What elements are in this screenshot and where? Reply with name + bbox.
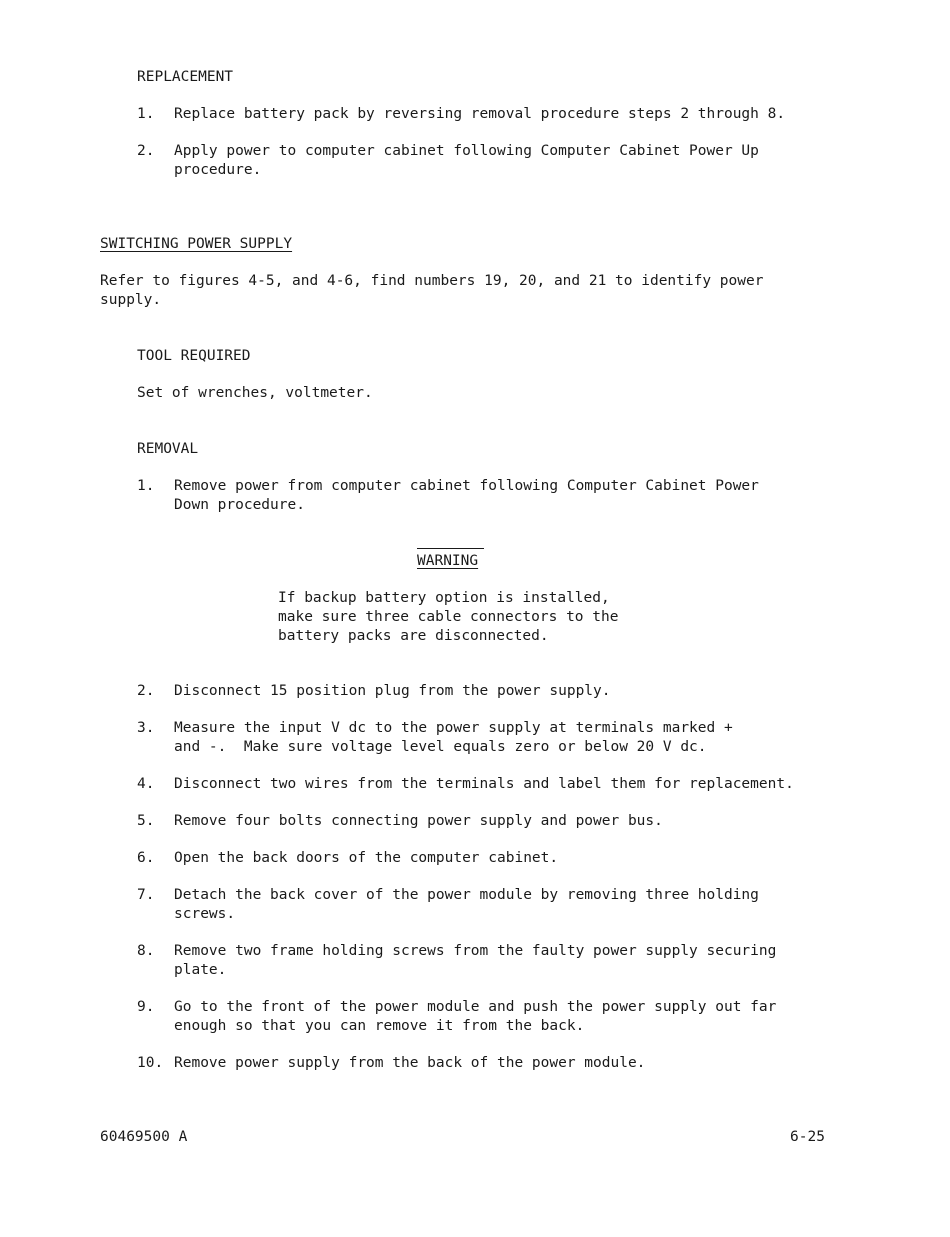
removal-step-number: 10. — [137, 1055, 164, 1071]
removal-step-text: Measure the input V dc to the power supply at terminals marked + and -. Make sure voltage level equals zero or below 20 V dc. — [174, 720, 733, 755]
tool-required-text: Set of wrenches, voltmeter. — [137, 385, 373, 401]
removal-heading: REMOVAL — [137, 441, 199, 457]
removal-step-text: Disconnect two wires from the terminals and label them for replacement. — [174, 776, 794, 792]
removal-step-number: 2. — [137, 683, 155, 699]
removal-step-text: Remove power from computer cabinet following Computer Cabinet Power Down procedure. — [174, 478, 759, 513]
removal-step-number: 5. — [137, 813, 155, 829]
removal-step-number: 4. — [137, 776, 155, 792]
removal-step-number: 6. — [137, 850, 155, 866]
warning-title: WARNING — [417, 553, 479, 569]
replacement-step-number: 1. — [137, 106, 155, 122]
document-number: 60469500 A — [100, 1129, 188, 1145]
removal-step-text: Remove power supply from the back of the power module. — [174, 1055, 646, 1071]
removal-step-text: Open the back doors of the computer cabinet. — [174, 850, 559, 866]
warning-rule — [417, 548, 484, 549]
removal-step-text: Detach the back cover of the power module by removing three holding screws. — [174, 887, 759, 922]
removal-step-number: 3. — [137, 720, 155, 736]
replacement-step-number: 2. — [137, 143, 155, 159]
removal-step-number: 1. — [137, 478, 155, 494]
removal-step-number: 8. — [137, 943, 155, 959]
replacement-step-text: Apply power to computer cabinet following Computer Cabinet Power Up procedure. — [174, 143, 759, 178]
section-intro: Refer to figures 4-5, and 4-6, find numbers 19, 20, and 21 to identify power supply. — [100, 273, 764, 308]
removal-step-text: Disconnect 15 position plug from the power supply. — [174, 683, 611, 699]
tool-required-heading: TOOL REQUIRED — [137, 348, 251, 364]
section-heading: SWITCHING POWER SUPPLY — [100, 236, 293, 252]
removal-step-number: 9. — [137, 999, 155, 1015]
removal-step-text: Go to the front of the power module and push the power supply out far enough so that you can remove it from the back. — [174, 999, 777, 1034]
page-number: 6-25 — [790, 1129, 825, 1145]
warning-text: If backup battery option is installed, make sure three cable connectors to the battery packs are disconnected. — [278, 590, 619, 644]
removal-step-text: Remove two frame holding screws from the faulty power supply securing plate. — [174, 943, 777, 978]
removal-step-number: 7. — [137, 887, 155, 903]
removal-step-text: Remove four bolts connecting power supply and power bus. — [174, 813, 663, 829]
replacement-step-text: Replace battery pack by reversing removal procedure steps 2 through 8. — [174, 106, 786, 122]
replacement-heading: REPLACEMENT — [137, 69, 234, 85]
